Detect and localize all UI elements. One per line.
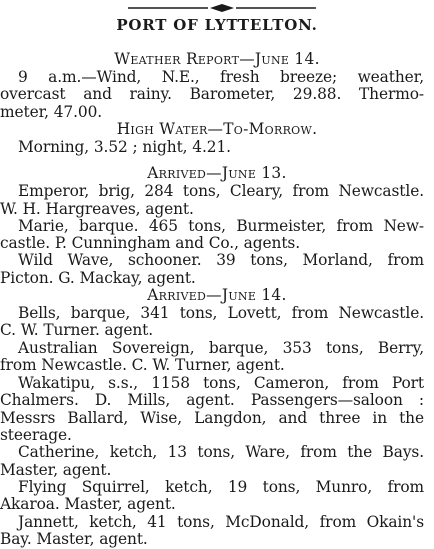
ornamental-rule [128, 4, 316, 12]
text-line: Weather Report—June 14. [114, 50, 320, 68]
text-line: Wakatipu, s.s., 1158 tons, Cameron, from Port [18, 374, 424, 392]
page-title: PORT OF LYTTELTON. [116, 16, 318, 34]
text-line: meter, 47.00. [0, 103, 103, 121]
text-line: Chalmers. D. Mills, agent. Passengers—saloon : [0, 391, 424, 409]
text-line: 9 a.m.—Wind, N.E., fresh breeze; weather, [18, 68, 424, 86]
text-line: Messrs Ballard, Wise, Langdon, and three in the [0, 409, 424, 427]
text-line: Arrived—June 13. [147, 164, 287, 182]
text-line: Bells, barque, 341 tons, Lovett, from Newcastle. [18, 304, 424, 322]
text-line: Picton. G. Mackay, agent. [0, 269, 196, 287]
text-line: C. W. Turner. agent. [0, 321, 154, 339]
text-line: Wild Wave, schooner. 39 tons, Morland, from [18, 251, 424, 269]
text-line: Morning, 3.52 ; night, 4.21. [18, 138, 231, 156]
text-line: Jannett, ketch, 41 tons, McDonald, from Okain's [18, 513, 424, 531]
text-line: castle. P. Cunningham and Co., agents. [0, 234, 300, 252]
text-line: from Newcastle. C. W. Turner, agent. [0, 356, 285, 374]
text-line: Akaroa. Master, agent. [0, 495, 176, 513]
text-line: Arrived—June 14. [147, 286, 287, 304]
text-line: Master, agent. [0, 461, 112, 479]
text-line: Bay. Master, agent. [0, 530, 148, 548]
text-line: overcast and rainy. Barometer, 29.88. Thermo- [0, 85, 424, 103]
text-line: Marie, barque. 465 tons, Burmeister, from New- [18, 217, 424, 235]
text-line: Emperor, brig, 284 tons, Cleary, from Newcastle. [18, 182, 424, 200]
text-line: High Water—To-Morrow. [116, 120, 318, 138]
diamond-rule-icon [128, 4, 316, 12]
text-line: W. H. Hargreaves, agent. [0, 200, 194, 218]
text-line: steerage. [0, 426, 72, 444]
text-line: Flying Squirrel, ketch, 19 tons, Munro, from [18, 478, 424, 496]
text-line: Catherine, ketch, 13 tons, Ware, from the Bays. [18, 443, 424, 461]
text-line: Australian Sovereign, barque, 353 tons, Berry, [18, 339, 424, 357]
